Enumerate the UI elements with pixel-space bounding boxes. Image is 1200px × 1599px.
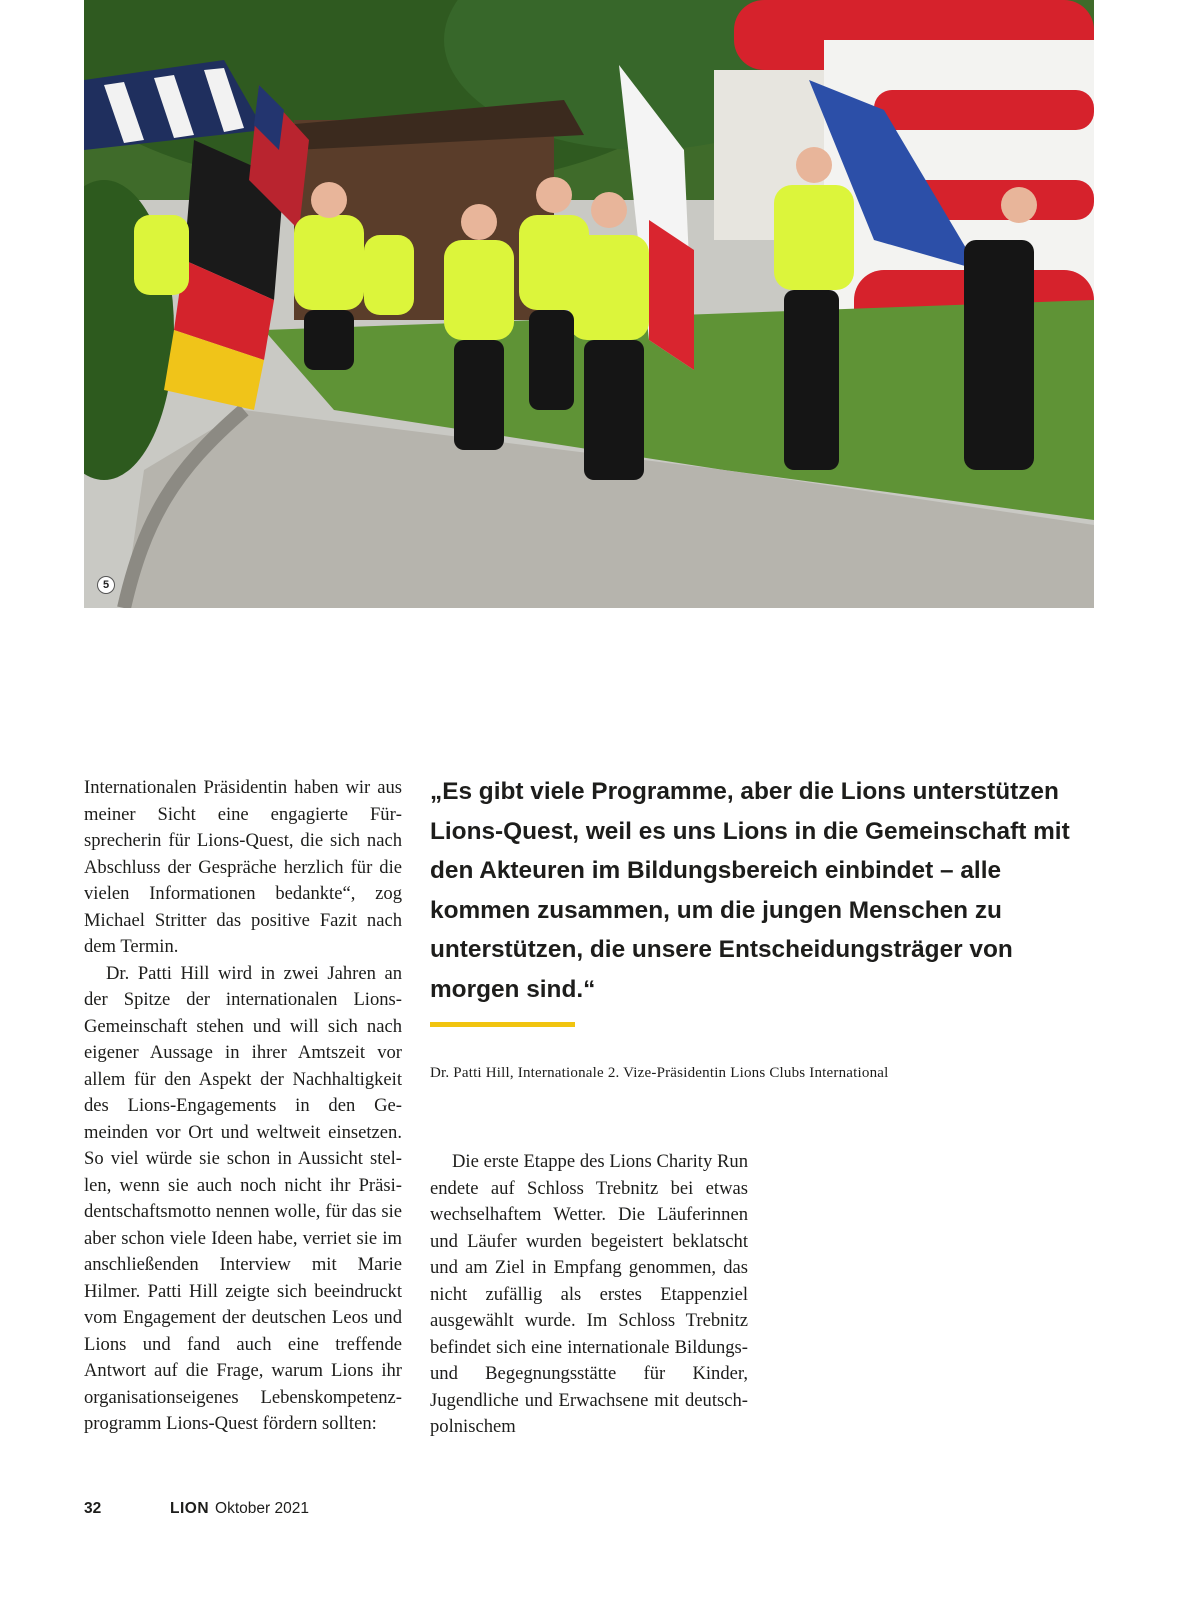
issue-date: Oktober 2021 (215, 1500, 309, 1517)
photo-icon (84, 0, 1094, 608)
pull-quote: „Es gibt viele Programme, aber die Lions unterstützen Lions-Quest, weil es uns Lions in die Gemeinschaft mit den Akteuren im Bildungsbereich einbindet – alle kommen zusammen, um die jungen Menschen zu unterstützen, die unsere Entscheidungsträger von morgen sind.“ (430, 778, 1070, 1003)
pull-quote-rule (430, 1022, 575, 1027)
page-footer (84, 1497, 309, 1521)
photo-number-badge: 5 (98, 577, 114, 593)
paragraph: Dr. Patti Hill wird in zwei Jahren an der Spitze der internationalen Lions-Gemeinschaft stehen und will sich nach eigener Aussage in ihrer Amtszeit vor allem für den Aspekt der Nachhaltigkeit des Lions-Engagements in den Gemeinden vor Ort und weltweit einsetzen. So viel würde sie schon in Aussicht stellen, wenn sie auch noch nicht ihr Präsidentschaftsmotto nennen wolle, für das sie aber schon viele Ideen habe, verriet sie im anschließenden Interview mit Marie Hilmer. Patti Hill zeigte sich beeindruckt vom Engagement der deutschen Leos und Lions und fand auch eine treffende Antwort auf die Frage, warum Lions ihr organisationseigenes Lebenskompetenzprogramm Lions-Quest fördern sollten: (84, 962, 402, 1434)
paragraph: Internationalen Präsidentin haben wir aus meiner Sicht eine engagierte Fürsprecherin für Lions-Quest, die sich nach Abschluss der Gespräche herzlich für die vielen Informationen bedankte“, zog Michael Stritter das positive Fazit nach dem Termin. (84, 777, 402, 957)
pull-quote-attribution: Dr. Patti Hill, Internationale 2. Vize-Präsidentin Lions Clubs International (430, 1065, 889, 1081)
page-number: 32 (84, 1500, 102, 1517)
paragraph: Die erste Etappe des Lions Charity Run endete auf Schloss Trebnitz bei etwas wechselhaftem Wetter. Die Läuferinnen und Läufer wurden begeistert beklatscht und am Ziel in Empfang genommen, das nicht zufällig als erstes Etappenziel ausgewählt wurde. Im Schloss Trebnitz befindet sich eine internationale Bildungs- und Begegnungsstätte für Kinder, Jugendliche und Erwachsene mit deutsch-polnischem (430, 1151, 748, 1437)
article-column-left (84, 775, 402, 1438)
article-column-middle (430, 1149, 748, 1441)
magazine-name: LION (170, 1500, 210, 1517)
article-photo (84, 0, 1094, 608)
